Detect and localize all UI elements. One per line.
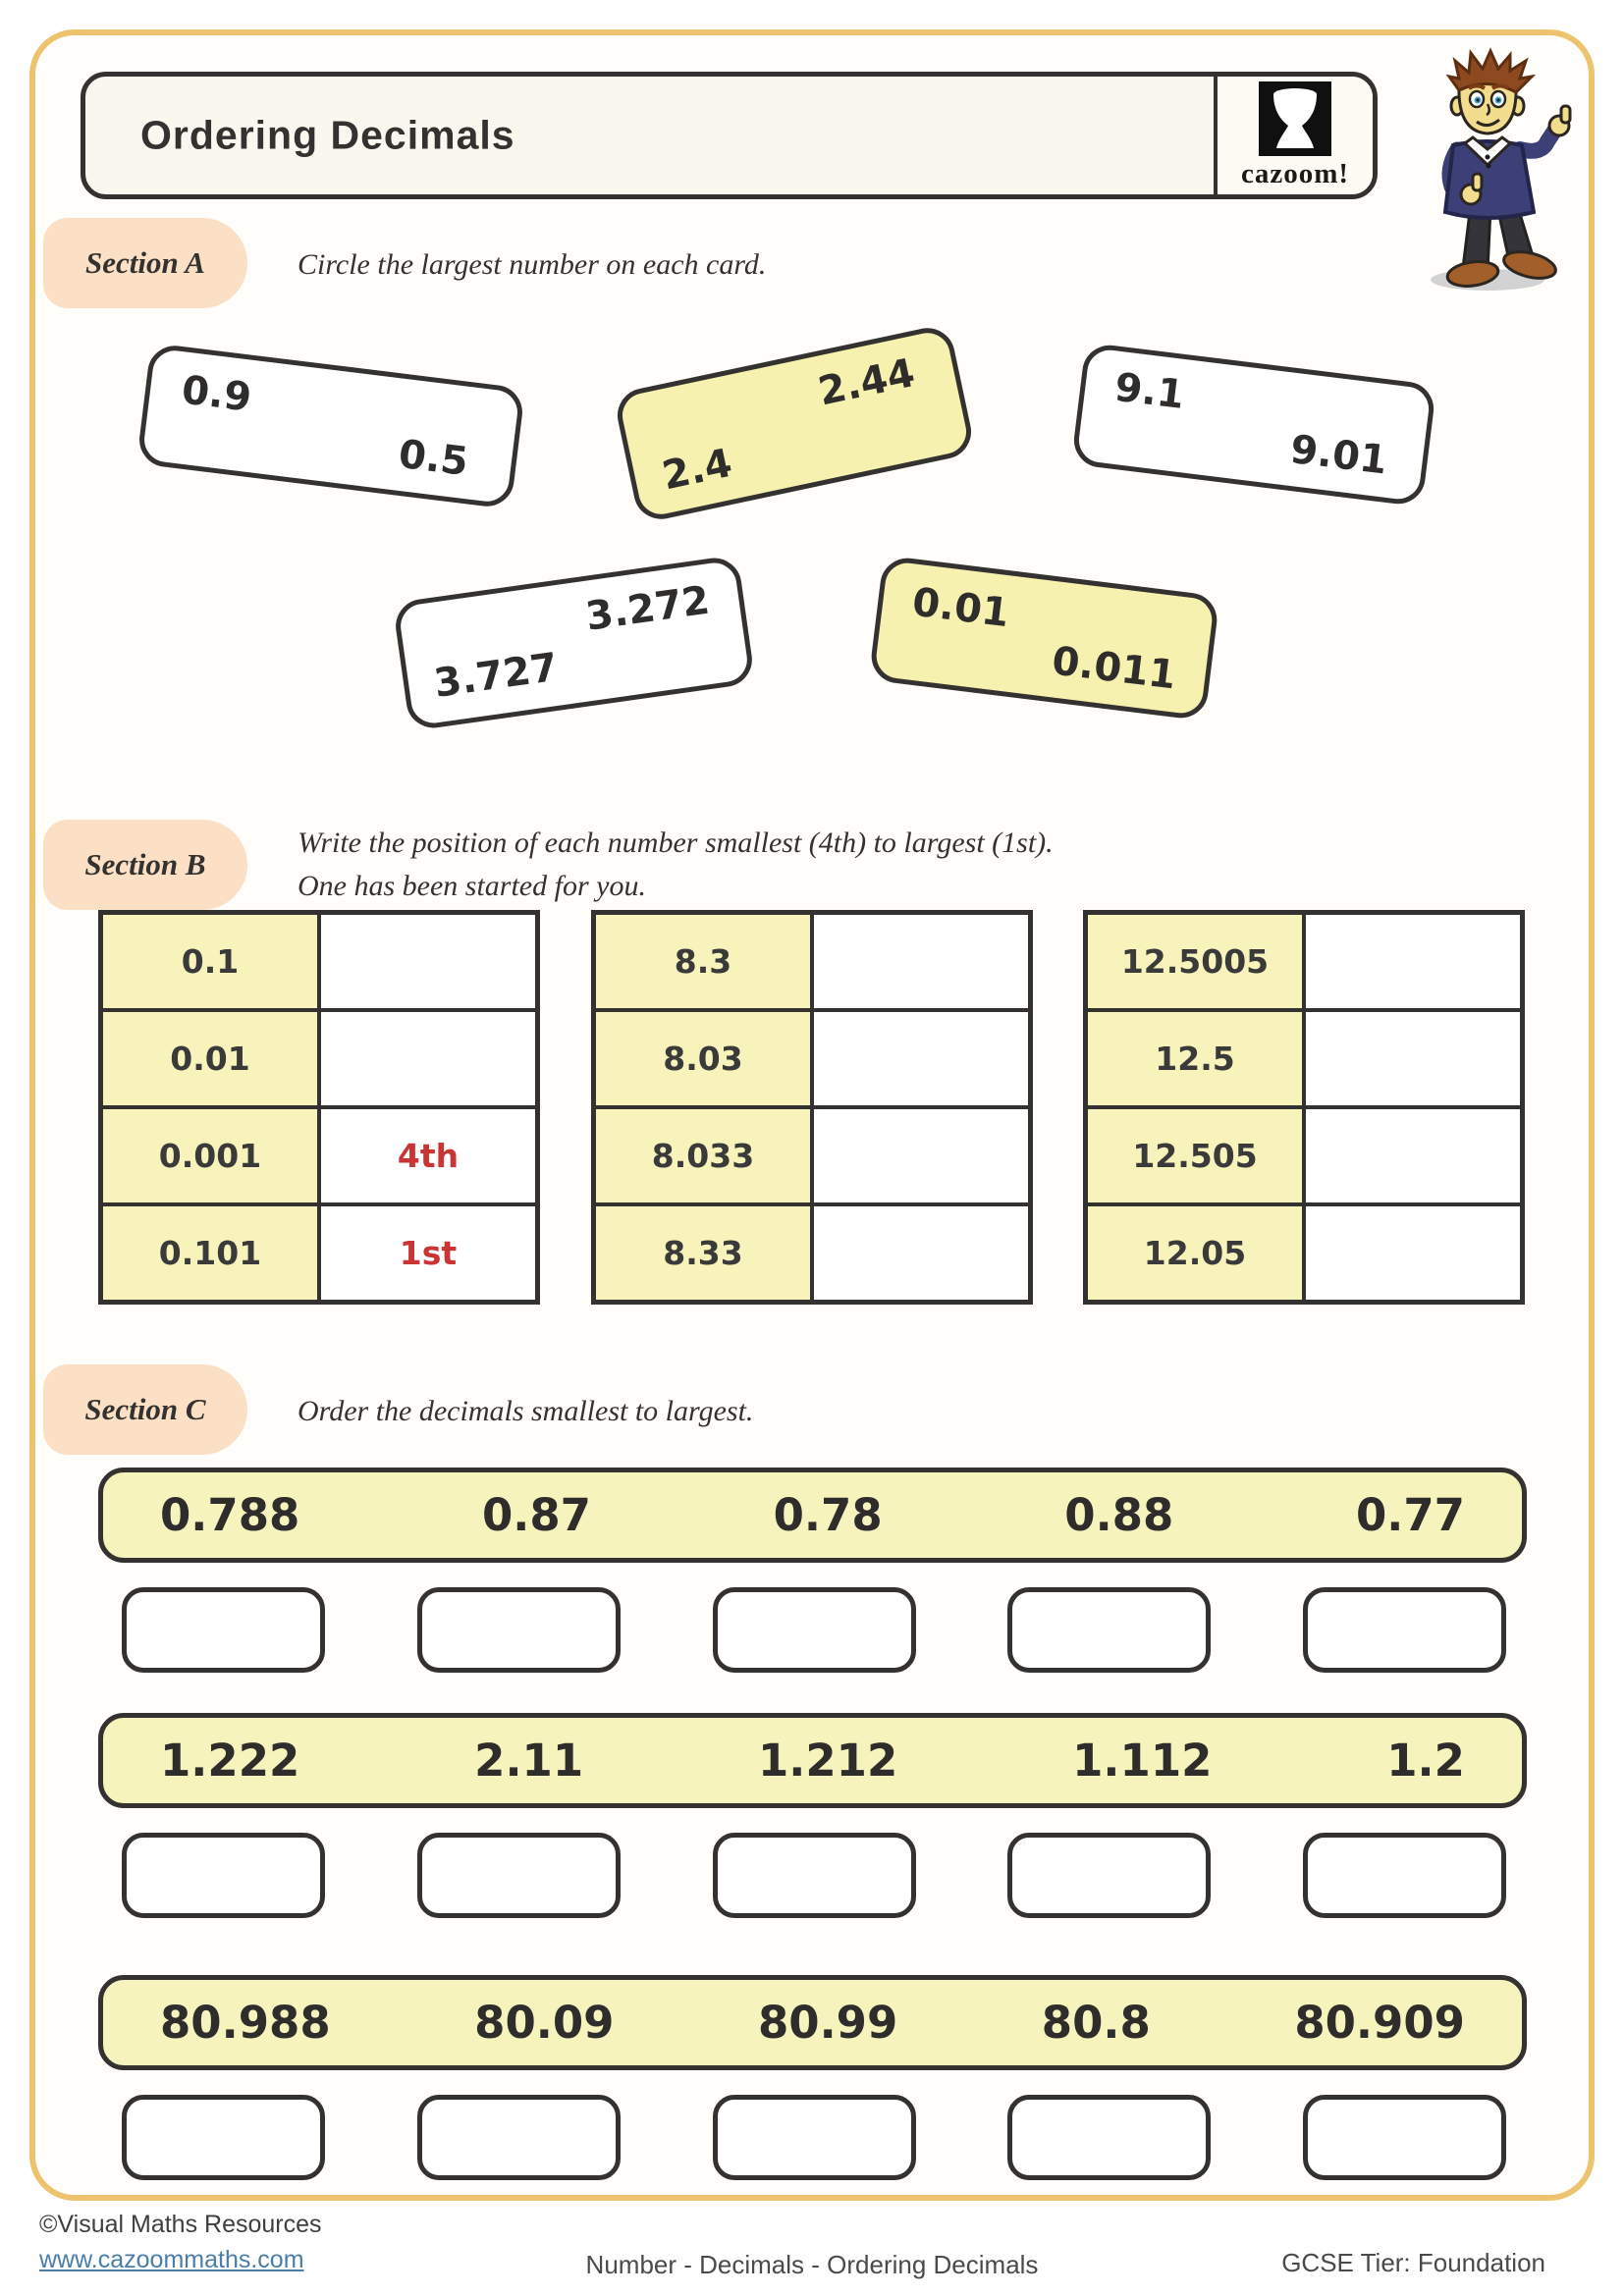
bar-1-number: 0.88 xyxy=(1064,1489,1174,1541)
answer-row-3 xyxy=(122,2095,1506,2180)
card-1-number-first[interactable]: 0.9 xyxy=(179,367,254,421)
breadcrumb: Number - Decimals - Ordering Decimals xyxy=(585,2250,1039,2279)
decimals-bar-2 xyxy=(98,1713,1527,1808)
ordering-table-2 xyxy=(591,910,1033,1305)
answer-box[interactable] xyxy=(122,2095,325,2180)
answer-row-2 xyxy=(122,1833,1506,1918)
section-b-badge xyxy=(43,820,247,910)
table-1-number: 0.101 xyxy=(101,1204,319,1302)
table-2-number: 8.033 xyxy=(594,1107,812,1204)
section-c-instruction: Order the decimals smallest to largest. xyxy=(298,1395,754,1427)
table-2-answer-cell[interactable] xyxy=(812,1204,1030,1302)
title-bar xyxy=(81,72,1378,199)
answer-box[interactable] xyxy=(122,1587,325,1673)
table-1-answer-cell[interactable]: 4th xyxy=(319,1107,537,1204)
table-3-answer-cell[interactable] xyxy=(1304,1010,1522,1107)
card-1-number-second[interactable]: 0.5 xyxy=(396,431,471,486)
table-2-number: 8.33 xyxy=(594,1204,812,1302)
section-a-label: Section A xyxy=(84,245,205,280)
card-2-number-second[interactable]: 2.44 xyxy=(814,350,919,415)
section-b-instruction-line1: Write the position of each number smallest (4th) to largest (1st). xyxy=(298,827,1054,859)
cazoom-logo xyxy=(1214,77,1373,194)
answer-box[interactable] xyxy=(1303,1587,1506,1673)
website-link[interactable]: www.cazoommaths.com xyxy=(39,2246,304,2273)
section-a-instruction: Circle the largest number on each card. xyxy=(298,248,767,281)
card-3-number-first[interactable]: 9.1 xyxy=(1111,364,1187,418)
card-3-number-second[interactable]: 9.01 xyxy=(1287,426,1390,484)
card-4-number-first[interactable]: 3.727 xyxy=(431,644,561,707)
section-b-label: Section B xyxy=(84,847,206,881)
bar-1-number: 0.788 xyxy=(160,1489,300,1541)
table-3-number: 12.05 xyxy=(1086,1204,1304,1302)
table-2-answer-cell[interactable] xyxy=(812,913,1030,1010)
answer-box[interactable] xyxy=(417,2095,621,2180)
table-1-answer-cell[interactable]: 1st xyxy=(319,1204,537,1302)
table-3-answer-cell[interactable] xyxy=(1304,1204,1522,1302)
section-b-instruction xyxy=(298,822,1054,908)
answer-box[interactable] xyxy=(417,1587,621,1673)
bar-3-number: 80.8 xyxy=(1041,1997,1151,2049)
ordering-table-3 xyxy=(1083,910,1525,1305)
bar-2-number: 2.11 xyxy=(474,1735,584,1787)
copyright-text: ©Visual Maths Resources xyxy=(39,2211,322,2238)
bar-2-number: 1.212 xyxy=(757,1735,898,1787)
table-2-answer-cell[interactable] xyxy=(812,1010,1030,1107)
table-3-number: 12.505 xyxy=(1086,1107,1304,1204)
bar-1-number: 0.87 xyxy=(481,1489,591,1541)
bar-2-number: 1.112 xyxy=(1072,1735,1213,1787)
answer-box[interactable] xyxy=(1303,1833,1506,1918)
table-1-number: 0.1 xyxy=(101,913,319,1010)
bar-1-number: 0.77 xyxy=(1355,1489,1465,1541)
answer-box[interactable] xyxy=(417,1833,621,1918)
table-2-number: 8.3 xyxy=(594,913,812,1010)
table-1-number: 0.001 xyxy=(101,1107,319,1204)
decimals-bar-1 xyxy=(98,1468,1527,1563)
table-3-number: 12.5 xyxy=(1086,1010,1304,1107)
table-3-answer-cell[interactable] xyxy=(1304,913,1522,1010)
answer-box[interactable] xyxy=(713,1587,916,1673)
answer-box[interactable] xyxy=(713,2095,916,2180)
table-1-number: 0.01 xyxy=(101,1010,319,1107)
table-1-answer-cell[interactable] xyxy=(319,1010,537,1107)
answer-box[interactable] xyxy=(1007,1587,1211,1673)
bar-2-number: 1.2 xyxy=(1386,1735,1465,1787)
section-c-badge xyxy=(43,1364,247,1455)
answer-box[interactable] xyxy=(122,1833,325,1918)
section-c-label: Section C xyxy=(84,1392,206,1426)
table-2-answer-cell[interactable] xyxy=(812,1107,1030,1204)
table-1-answer-cell[interactable] xyxy=(319,913,537,1010)
bar-3-number: 80.909 xyxy=(1294,1997,1465,2049)
logo-wordmark: cazoom! xyxy=(1240,157,1350,189)
table-3-number: 12.5005 xyxy=(1086,913,1304,1010)
card-4-number-second[interactable]: 3.272 xyxy=(582,577,713,640)
answer-row-1 xyxy=(122,1587,1506,1673)
mascot-illustration xyxy=(1394,47,1581,293)
bar-3-number: 80.988 xyxy=(160,1997,331,2049)
answer-box[interactable] xyxy=(1007,2095,1211,2180)
bar-1-number: 0.78 xyxy=(773,1489,883,1541)
card-2-number-first[interactable]: 2.4 xyxy=(658,440,736,500)
table-3-answer-cell[interactable] xyxy=(1304,1107,1522,1204)
table-2-number: 8.03 xyxy=(594,1010,812,1107)
ordering-table-1 xyxy=(98,910,540,1305)
card-5-number-second[interactable]: 0.011 xyxy=(1049,638,1179,699)
section-a-badge xyxy=(43,218,247,308)
bar-2-number: 1.222 xyxy=(160,1735,300,1787)
bar-3-number: 80.09 xyxy=(474,1997,615,2049)
decimals-bar-3 xyxy=(98,1975,1527,2070)
answer-box[interactable] xyxy=(1303,2095,1506,2180)
answer-box[interactable] xyxy=(1007,1833,1211,1918)
tier-label: GCSE Tier: Foundation xyxy=(1281,2248,1545,2277)
page-title: Ordering Decimals xyxy=(140,112,515,158)
bar-3-number: 80.99 xyxy=(757,1997,898,2049)
section-b-instruction-line2: One has been started for you. xyxy=(298,870,646,902)
answer-box[interactable] xyxy=(713,1833,916,1918)
card-5-number-first[interactable]: 0.01 xyxy=(909,579,1012,637)
drum-icon xyxy=(1259,81,1331,156)
